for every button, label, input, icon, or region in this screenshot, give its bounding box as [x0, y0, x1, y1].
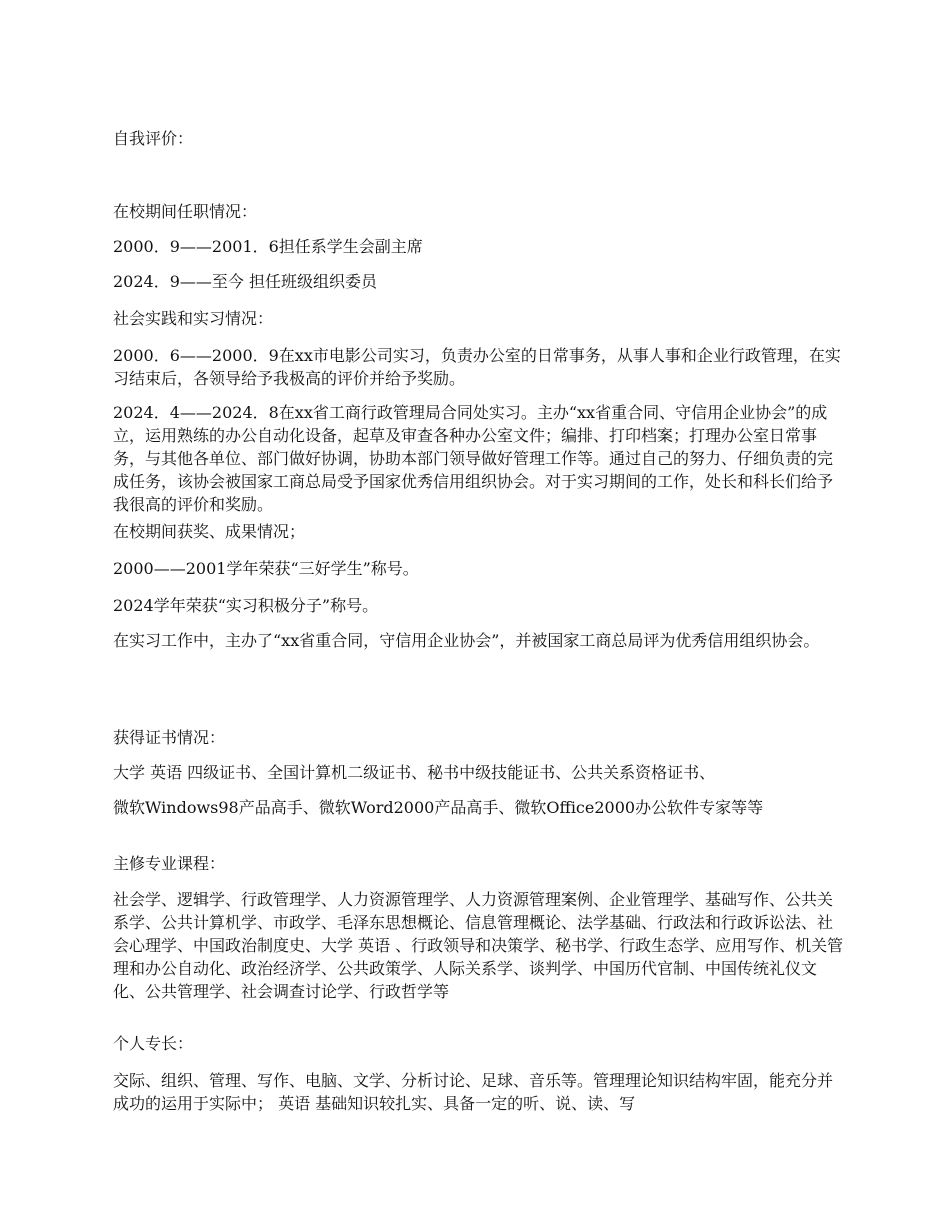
specialties-heading: 个人专长： [113, 1034, 194, 1053]
practice-heading: 社会实践和实习情况： [113, 309, 274, 328]
courses-list: 社会学、逻辑学、行政管理学、人力资源管理学、人力资源管理案例、企业管理学、基础写作、公共关系学、公共计算机学、市政学、毛泽东思想概论、信息管理概论、法学基础、行政法和行政诉讼法、社会心理学、中国政治制度史、大学 英语 、行政领导和决策学、秘书学、行政生态学、应用写作、机关管理和办公自动化、政治经济学、公共政策学、人际关系学、谈判学、中国历代官制、中国传统礼仪文化、公共管理学、社会调查讨论学、行政哲学等 [113, 890, 844, 1001]
position-item-2: 2024．9——至今 担任班级组织委员 [113, 272, 377, 291]
courses-heading: 主修专业课程： [113, 854, 226, 873]
certificate-item-1: 大学 英语 四级证书、全国计算机二级证书、秘书中级技能证书、公共关系资格证书、 [113, 763, 716, 782]
awards-heading: 在校期间获奖、成果情况； [113, 522, 306, 541]
award-item-1: 2000——2001学年荣获“三好学生”称号。 [113, 559, 419, 578]
specialties-text: 交际、组织、管理、写作、电脑、文学、分析讨论、足球、音乐等。管理理论知识结构牢固，能充分并成功的运用于实际中； 英语 基础知识较扎实、具备一定的听、说、读、写 [113, 1071, 834, 1113]
award-item-3: 在实习工作中，主办了“xx省重合同，守信用企业协会”，并被国家工商总局评为优秀信用组织协会。 [113, 631, 820, 650]
position-item-1: 2000．9——2001．6担任系学生会副主席 [113, 237, 423, 256]
practice-item-1: 2000．6——2000．9在xx市电影公司实习，负责办公室的日常事务，从事人事和企业行政管理，在实习结束后，各领导给予我极高的评价并给予奖励。 [113, 346, 841, 388]
self-evaluation-heading: 自我评价： [113, 129, 194, 148]
positions-heading: 在校期间任职情况： [113, 202, 258, 221]
award-item-2: 2024学年荣获“实习积极分子”称号。 [113, 596, 379, 615]
certificates-heading: 获得证书情况： [113, 728, 226, 747]
practice-item-2: 2024．4——2024．8在xx省工商行政管理局合同处实习。主办“xx省重合同、守信用企业协会”的成立，运用熟练的办公自动化设备，起草及审查各种办公室文件；编排、打印档案；打理办公室日常事务，与其他各单位、部门做好协调，协助本部门领导做好管理工作等。通过自己的努力、仔细负责的完成任务，该协会被国家工商总局受予国家优秀信用组织协会。对于实习期间的工作，处长和科长们给予我很高的评价和奖励。 [113, 403, 834, 514]
certificate-item-2: 微软Windows98产品高手、微软Word2000产品高手、微软Office2000办公软件专家等等 [113, 798, 764, 817]
